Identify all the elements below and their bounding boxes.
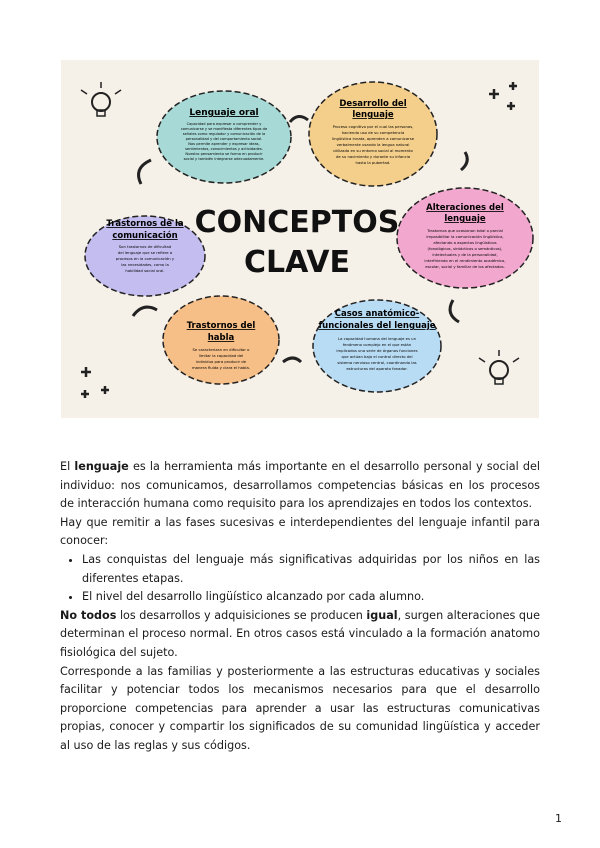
cloud-title: funcionales del lenguaje bbox=[318, 321, 436, 331]
cloud-line: Se caracterizan en dificultar o bbox=[192, 347, 250, 352]
cloud-trastornos-comunicacion bbox=[85, 216, 205, 296]
connector-arrow bbox=[139, 160, 151, 184]
cloud-line: del lenguaje que se refiere a bbox=[117, 250, 173, 255]
bullet-list bbox=[60, 551, 540, 607]
cloud-title: Desarrollo del bbox=[339, 99, 407, 109]
cloud-line: (fonológicos, sintácticos o semánticos), bbox=[427, 246, 503, 251]
cloud-line: las necesidades, como la bbox=[121, 262, 169, 267]
cloud-line: manera fluida y clara el habla. bbox=[191, 365, 251, 370]
bold-term: igual bbox=[366, 608, 398, 622]
cloud-line: interfiriendo en el rendimiento académico, bbox=[424, 258, 506, 263]
cloud-line: limitar la capacidad del bbox=[198, 353, 244, 358]
cloud-line: social y también integrarse adecuadamente. bbox=[183, 157, 265, 161]
cloud-title: Trastornos de la bbox=[106, 219, 184, 229]
body-text bbox=[60, 458, 540, 756]
cloud-title: lenguaje bbox=[444, 214, 486, 224]
cloud-line: implicados una serie de órganos funciones bbox=[336, 348, 418, 353]
cloud-line: personalidad y del comportamiento social. bbox=[185, 137, 263, 141]
cloud-title: lenguaje bbox=[352, 110, 394, 120]
cloud-line: lingüística innata, aprenden a comunicarse bbox=[331, 136, 415, 141]
cloud-line: Nos permite aprender y expresar ideas, bbox=[188, 142, 260, 146]
infographic-title-line1: CONCEPTOS bbox=[194, 205, 400, 240]
cloud-trastornos-habla bbox=[163, 296, 279, 384]
cloud-line: haciendo uso de su competencia bbox=[341, 130, 405, 135]
connector-arrow bbox=[450, 300, 459, 322]
cloud-alteraciones-lenguaje bbox=[397, 188, 533, 288]
cloud-line: de su nacimiento y durante su infancia bbox=[335, 154, 411, 159]
connector-arrow bbox=[461, 152, 467, 170]
cloud-title: Alteraciones del bbox=[426, 203, 504, 213]
cloud-line: Son trastornos de dificultad bbox=[118, 244, 172, 249]
cloud-line: escolar, social y familiar de los afectados. bbox=[425, 264, 505, 269]
cloud-line: Capacidad para expresar o comprender y bbox=[186, 122, 262, 126]
cloud-line: sentimientos, conocimientos y actividades. bbox=[185, 147, 263, 151]
cloud-title: Casos anatómico- bbox=[334, 309, 420, 319]
connector-arrow bbox=[133, 307, 157, 316]
bold-term: No todos bbox=[60, 608, 117, 622]
cloud-line: Trastornos que ocasionan total o parcial bbox=[427, 228, 503, 233]
lightbulb-icon bbox=[479, 350, 519, 384]
cloud-line: señales como regulador y comunicación de la bbox=[182, 132, 266, 136]
bold-term: lenguaje bbox=[74, 460, 129, 473]
page-number: 1 bbox=[555, 812, 562, 825]
cloud-title: habla bbox=[207, 333, 235, 343]
cloud-line: verbalmente usando la lengua natural bbox=[336, 142, 410, 147]
cloud-line: individuo para producir de bbox=[195, 359, 247, 364]
cloud-line: intelectuales y de la personalidad, bbox=[432, 252, 498, 257]
cloud-line: Proceso cognitivo por el cual las personas, bbox=[332, 124, 414, 129]
concept-map-infographic bbox=[61, 60, 539, 418]
cloud-line: afectando a aspectos lingüísticos bbox=[433, 240, 497, 245]
lightbulb-icon bbox=[81, 82, 121, 116]
cloud-line: sistema nervioso central, coordinando las bbox=[337, 360, 417, 365]
list-item: • Las conquistas del lenguaje más significativas adquiridas por los niños en las diferentes etapas. bbox=[82, 551, 540, 588]
cloud-line: comunicarse y se manifiesta diferentes tipos de bbox=[180, 127, 268, 131]
paragraph-alteraciones: No todos los desarrollos y adquisiciones se producen igual, surgen alteraciones que determinan el proceso normal. En otros casos está vinculado a la formación anatomo fisiológica del sujeto. bbox=[60, 608, 540, 659]
cloud-line: imposibilitar la comunicación lingüística, bbox=[426, 234, 504, 239]
concept-map-svg bbox=[61, 60, 539, 418]
cloud-line: Nuestro pensamiento se forma en producir bbox=[185, 152, 263, 156]
cloud-line: que actúan bajo el control directo del bbox=[341, 354, 413, 359]
cloud-title: Trastornos del bbox=[186, 321, 256, 331]
cloud-lenguaje-oral bbox=[157, 91, 291, 183]
cloud-line: utilizada en su entorno social al momento bbox=[333, 148, 413, 153]
connector-arrow bbox=[290, 116, 308, 122]
cloud-title: comunicación bbox=[112, 231, 178, 241]
cloud-line: fenómeno complejo en el que están bbox=[342, 342, 412, 347]
cloud-line: habilidad social oral. bbox=[125, 268, 165, 273]
cloud-casos-anatomicos bbox=[313, 300, 441, 392]
cloud-line: La capacidad humana del lenguaje es un bbox=[338, 336, 416, 341]
cloud-line: estructuras del aparato fonador. bbox=[346, 366, 408, 371]
cloud-title: Lenguaje oral bbox=[189, 108, 259, 118]
infographic-title-line2: CLAVE bbox=[243, 245, 351, 280]
cloud-line: procesos en la comunicación y bbox=[115, 256, 175, 261]
paragraph-familias: Corresponde a las familias y posteriormente a las estructuras educativas y sociales facilitar y potenciar todos los mecanismos necesarios para que el desarrollo proporcione competencias para aprender a usar las estructuras comunicativas propias, conocer y compartir los significados de su comunidad lingüística y acceder al uso de las reglas y sus códigos. bbox=[60, 664, 540, 752]
list-item: • El nivel del desarrollo lingüístico alcanzado por cada alumno. bbox=[82, 588, 540, 607]
cloud-desarrollo-lenguaje bbox=[309, 82, 437, 186]
connector-arrow bbox=[283, 358, 301, 362]
paragraph-lenguaje: El lenguaje es la herramienta más importante en el desarrollo personal y social del individuo: nos comunicamos, desarrollamos competencias básicas en los procesos de interacción humana como requisito para los aprendizajes en todos los contextos. bbox=[60, 460, 541, 511]
paragraph-fases: Hay que remitir a las fases sucesivas e interdependientes del lenguaje infantil para conocer: bbox=[60, 515, 540, 548]
cloud-line: hasta la pubertad. bbox=[355, 160, 391, 165]
